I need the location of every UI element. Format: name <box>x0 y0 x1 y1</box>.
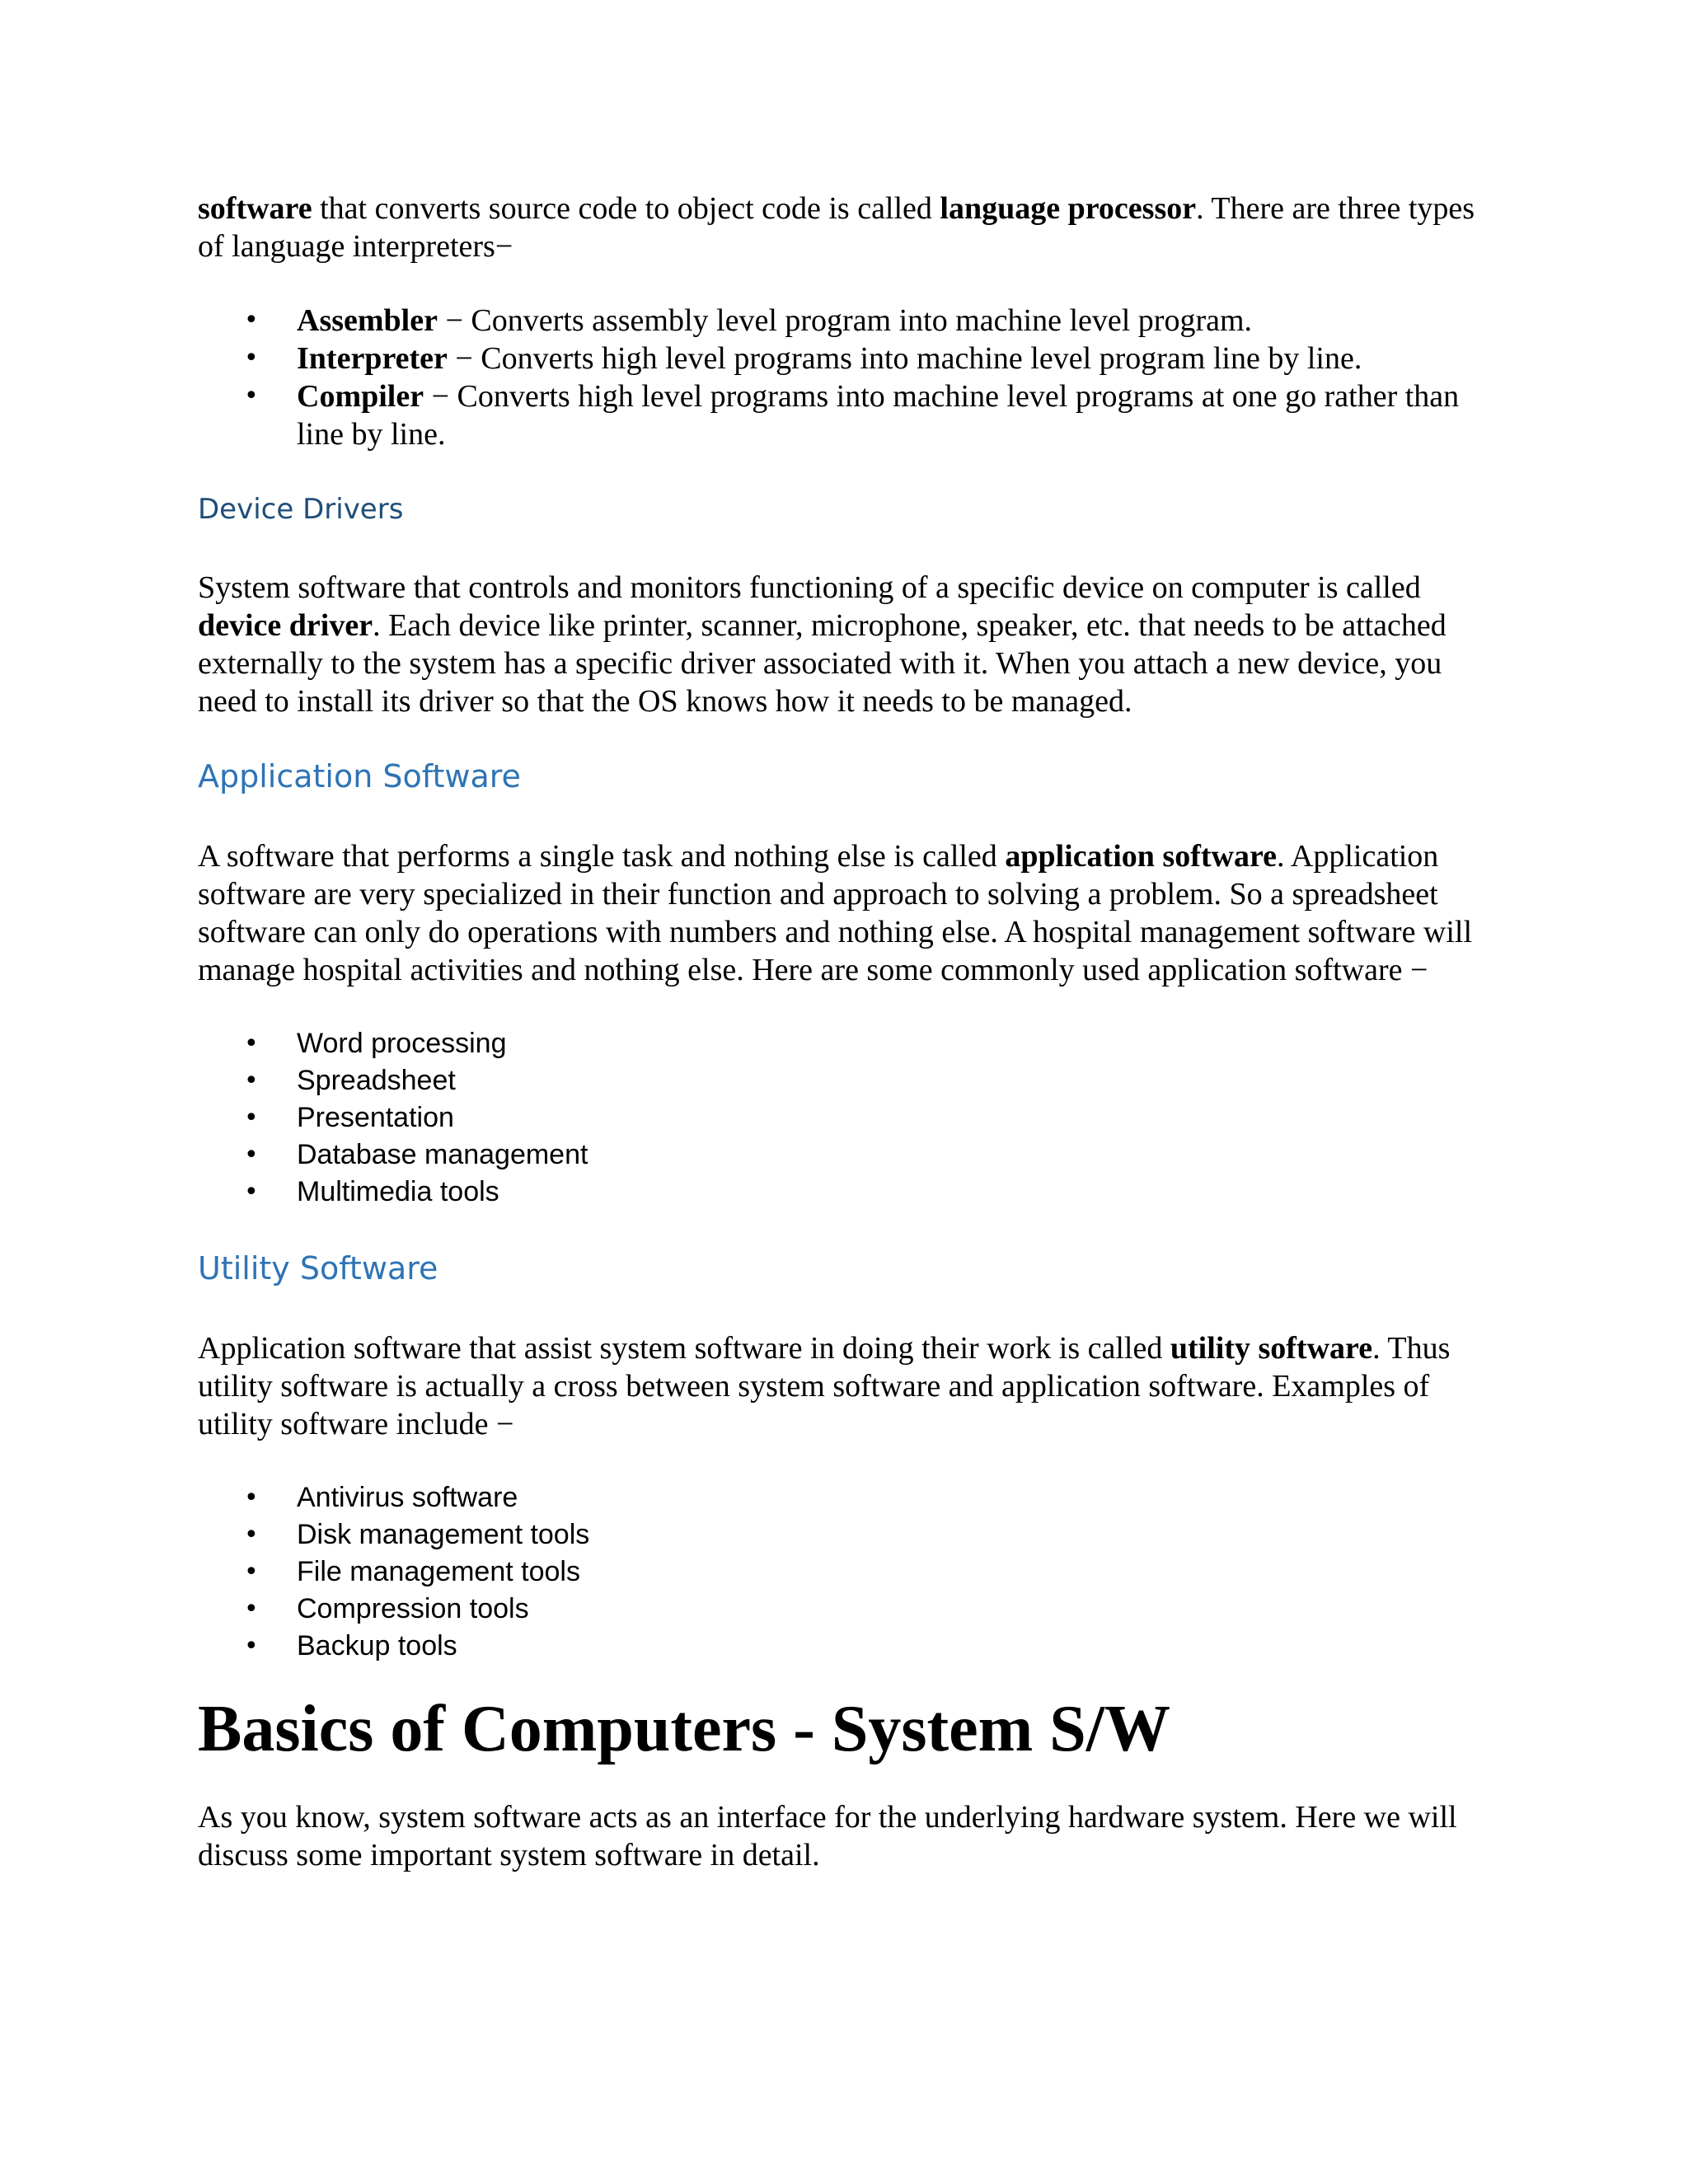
device-drivers-paragraph <box>198 569 1500 720</box>
list-item-desc: − Converts high level programs into machine level program line by line. <box>447 341 1362 376</box>
intro-bold-language-processor: language processor <box>940 191 1197 226</box>
list-item-label: File management tools <box>297 1556 580 1587</box>
bullet-icon: • <box>244 1483 259 1512</box>
application-software-text-2: . Application software are very specialized in their function and approach to solving a problem. So a spreadsheet software can only do operations with numbers and nothing else. A hospital management software will manage hospital activities and nothing else. Here are some commonly used application software − <box>198 839 1473 987</box>
utility-software-text-1: Application software that assist system software in doing their work is called <box>198 1331 1170 1366</box>
bullet-icon: • <box>244 1178 259 1207</box>
device-drivers-text-2: . Each device like printer, scanner, microphone, speaker, etc. that needs to be attached externally to the system has a specific driver associated with it. When you attach a new device, you need to install its driver so that the OS knows how it needs to be managed. <box>198 608 1447 719</box>
list-item <box>198 1591 1500 1628</box>
list-item <box>198 302 1500 340</box>
list-item <box>198 377 1500 453</box>
intro-text-1: that converts source code to object code is called <box>312 191 940 226</box>
list-item-label: Word processing <box>297 1028 507 1059</box>
bullet-icon: • <box>244 1029 259 1058</box>
document-page <box>198 190 1500 1874</box>
list-item <box>198 1137 1500 1174</box>
list-item <box>198 1554 1500 1591</box>
list-item-label: Database management <box>297 1139 588 1170</box>
list-item-label: Backup tools <box>297 1630 457 1661</box>
list-item-desc: − Converts high level programs into machine level programs at one go rather than line by line. <box>297 379 1460 452</box>
intro-bold-software: software <box>198 191 312 226</box>
list-item-label: Antivirus software <box>297 1482 518 1513</box>
list-item <box>198 1062 1500 1099</box>
list-item-label: Spreadsheet <box>297 1065 456 1096</box>
list-item-label: Disk management tools <box>297 1519 590 1550</box>
list-item-term: Compiler <box>297 379 424 414</box>
list-item-label: Compression tools <box>297 1593 529 1624</box>
device-drivers-text-1: System software that controls and monitors functioning of a specific device on computer is called <box>198 570 1421 605</box>
list-item <box>198 1628 1500 1665</box>
application-software-text-1: A software that performs a single task and nothing else is called <box>198 839 1006 874</box>
bullet-icon: • <box>244 1066 259 1095</box>
intro-text-2: . There are three types of language interpreters− <box>198 191 1475 264</box>
application-software-bold: application software <box>1005 839 1277 874</box>
bullet-icon: • <box>244 1558 259 1586</box>
bullet-icon: • <box>244 1141 259 1169</box>
list-item <box>198 1174 1500 1211</box>
utility-software-bold: utility software <box>1170 1331 1373 1366</box>
bullet-icon: • <box>244 1595 259 1624</box>
closing-paragraph: As you know, system software acts as an interface for the underlying hardware system. Here we will discuss some important system software in detail. <box>198 1800 1457 1872</box>
list-item-term: Assembler <box>297 303 438 338</box>
language-processor-list <box>198 302 1500 453</box>
heading-device-drivers: Device Drivers <box>198 493 404 526</box>
bullet-icon: • <box>244 306 259 335</box>
list-item-term: Interpreter <box>297 341 448 376</box>
application-software-paragraph <box>198 837 1500 989</box>
list-item-label: Presentation <box>297 1102 454 1133</box>
bullet-icon: • <box>244 344 259 373</box>
list-item <box>198 340 1500 377</box>
section-title: Basics of Computers - System S/W <box>198 1693 1170 1765</box>
list-item <box>198 1516 1500 1554</box>
device-drivers-bold: device driver <box>198 608 373 643</box>
list-item-label: Multimedia tools <box>297 1176 499 1207</box>
heading-application-software: Application Software <box>198 758 521 794</box>
list-item <box>198 1025 1500 1062</box>
list-item <box>198 1099 1500 1137</box>
application-software-list <box>198 1025 1500 1211</box>
list-item-desc: − Converts assembly level program into machine level program. <box>437 303 1253 338</box>
bullet-icon: • <box>244 382 259 410</box>
bullet-icon: • <box>244 1521 259 1549</box>
bullet-icon: • <box>244 1104 259 1132</box>
bullet-icon: • <box>244 1632 259 1661</box>
intro-paragraph <box>198 190 1500 265</box>
heading-utility-software: Utility Software <box>198 1250 438 1286</box>
list-item <box>198 1479 1500 1516</box>
utility-software-paragraph <box>198 1329 1500 1443</box>
utility-software-list <box>198 1479 1500 1665</box>
utility-software-text-2: . Thus utility software is actually a cross between system software and application software. Examples of utility software include − <box>198 1331 1451 1441</box>
